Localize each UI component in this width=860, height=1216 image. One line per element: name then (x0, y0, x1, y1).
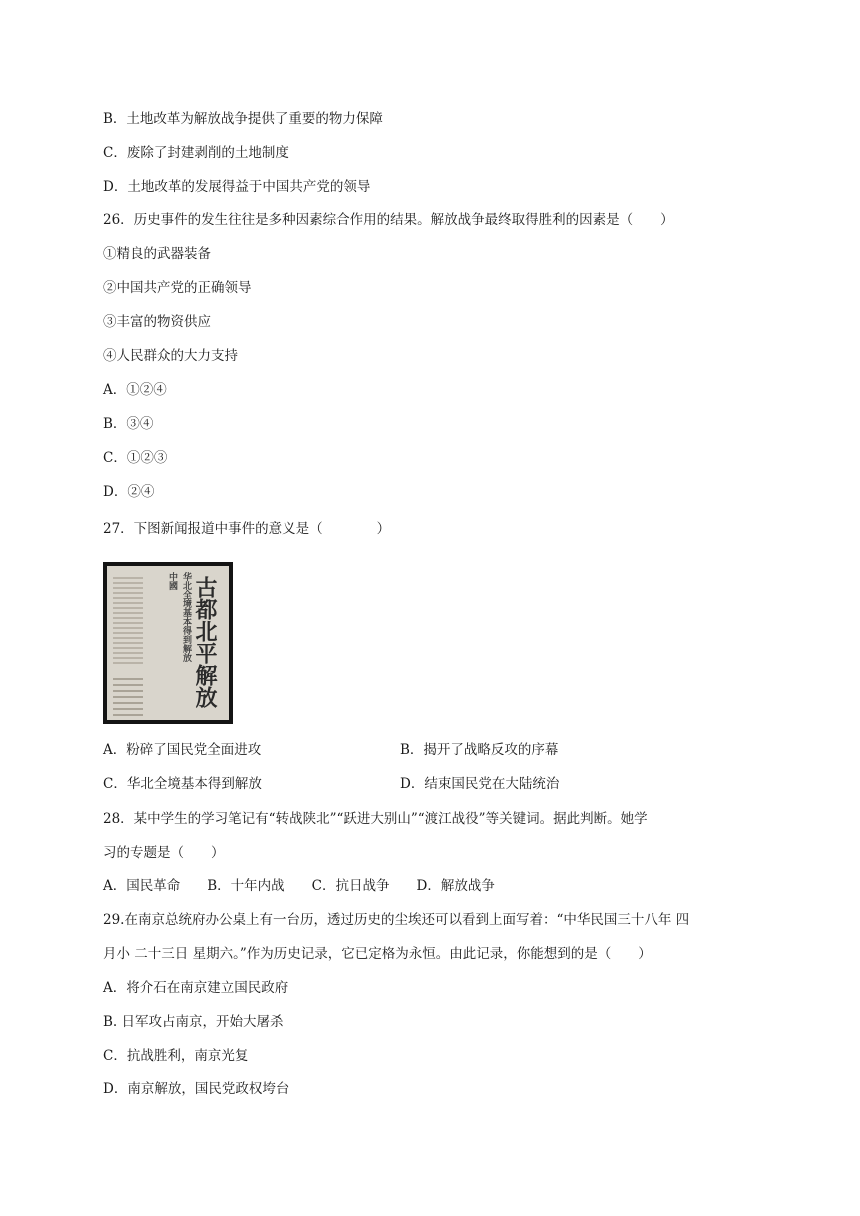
q27-option-a: A．粉碎了国民党全面进攻 (103, 742, 262, 758)
q29-option-c: C．抗战胜利，南京光复 (103, 1048, 249, 1064)
q26-option-c: C．①②③ (103, 450, 168, 466)
newspaper-image (103, 562, 233, 724)
q29-option-b: B. 日军攻占南京，开始大屠杀 (103, 1014, 284, 1030)
q26-item-2: ②中国共产党的正确领导 (103, 280, 252, 296)
q26-option-b: B．③④ (103, 416, 154, 432)
newspaper-subheadline-1: 华北全境基本得到解放 (181, 572, 191, 662)
q25-option-b: B．土地改革为解放战争提供了重要的物力保障 (103, 111, 383, 127)
newspaper-headline: 古都北平解放 (192, 576, 218, 708)
q27-stem: 27．下图新闻报道中事件的意义是（ ） (103, 521, 391, 537)
q26-option-d: D．②④ (103, 484, 155, 500)
q29-option-d: D．南京解放，国民党政权垮台 (103, 1081, 290, 1097)
newspaper-column-left-lower (113, 676, 143, 716)
q29-stem-line2: 月小 二十三日 星期六。”作为历史记录，它已定格为永恒。由此记录，你能想到的是（ ） (103, 946, 652, 962)
q29-option-a: A．将介石在南京建立国民政府 (103, 980, 289, 996)
q26-item-4: ④人民群众的大力支持 (103, 348, 238, 364)
newspaper-clipping (107, 566, 229, 720)
q26-stem: 26．历史事件的发生往往是多种因素综合作用的结果。解放战争最终取得胜利的因素是（ ） (103, 212, 674, 228)
q25-option-d: D．土地改革的发展得益于中国共产党的领导 (103, 179, 371, 195)
q27-option-b: B．揭开了战略反攻的序幕 (400, 742, 559, 758)
q26-item-1: ①精良的武器装备 (103, 246, 211, 262)
newspaper-subheadline-2: 中國 (167, 572, 177, 590)
q29-stem-line1: 29.在南京总统府办公桌上有一台历，透过历史的尘埃还可以看到上面写着：“中华民国三十八年 四 (103, 912, 690, 928)
q28-options: A．国民革命 B．十年内战 C．抗日战争 D．解放战争 (103, 878, 495, 894)
q26-option-a: A．①②④ (103, 382, 167, 398)
q25-option-c: C．废除了封建剥削的土地制度 (103, 145, 289, 161)
q26-item-3: ③丰富的物资供应 (103, 314, 211, 330)
newspaper-column-left (113, 574, 143, 664)
q28-stem-line1: 28．某中学生的学习笔记有“转战陕北”“跃进大别山”“渡江战役”等关键词。据此判断。她学 (103, 811, 648, 827)
q27-option-c: C．华北全境基本得到解放 (103, 776, 262, 792)
q28-stem-line2: 习的专题是（ ） (103, 845, 225, 861)
q27-option-d: D．结束国民党在大陆统治 (400, 776, 560, 792)
